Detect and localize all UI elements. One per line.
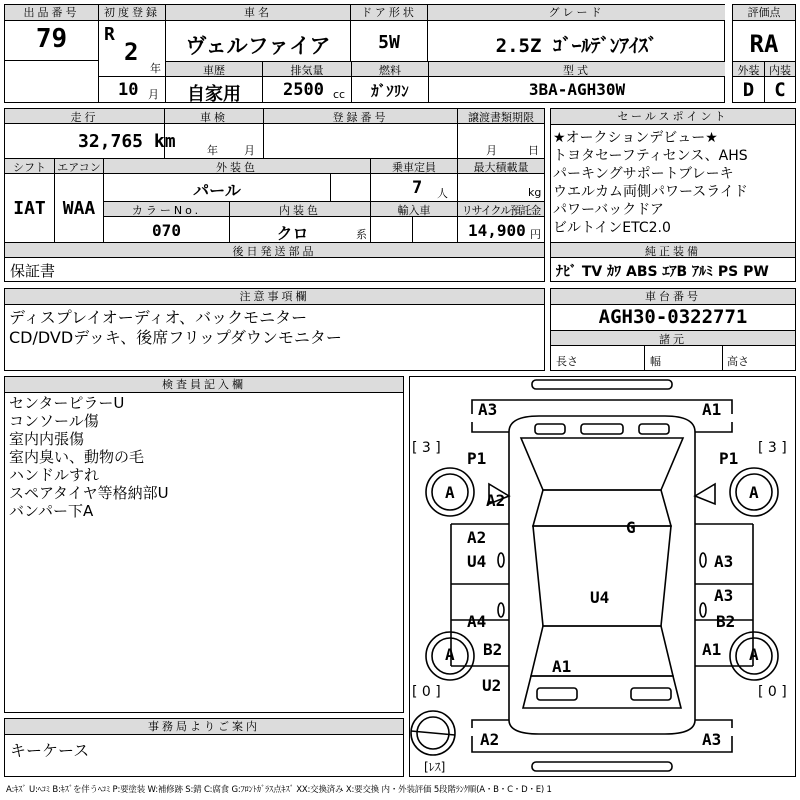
insp-month-unit: 月 [244, 144, 255, 157]
sales-line: ビルトインETC2.0 [553, 220, 671, 236]
damage-mark: G [626, 518, 636, 537]
interior-score: C [774, 79, 786, 101]
damage-mark: P1 [719, 449, 739, 468]
sales-lines [553, 129, 795, 237]
capacity-unit: 人 [437, 187, 448, 200]
damage-mark: P1 [467, 449, 487, 468]
int-color-unit: 系 [356, 228, 367, 241]
shift-label: シフト [13, 161, 46, 174]
recycle-unit: 円 [530, 228, 541, 241]
exterior-score: D [742, 79, 755, 101]
damage-mark: B2 [483, 640, 503, 659]
damage-mark: A1 [702, 400, 722, 419]
sales-line: ★オークションデビュー★ [553, 130, 718, 146]
mileage: 32,765 km [78, 131, 176, 152]
damage-mark: A [749, 483, 759, 502]
ext-color: パール [193, 181, 241, 200]
damage-mark: A3 [702, 730, 722, 749]
transfer-day-unit: 日 [528, 144, 539, 157]
sales-line: ウエルカム両側パワースライド [553, 184, 748, 200]
fuel: ｶﾞｿﾘﾝ [371, 82, 409, 100]
car-name-header: 車名 [166, 5, 350, 21]
damage-mark: A3 [714, 586, 734, 605]
score-header: 評価点 [733, 5, 795, 21]
notes-header: 注意事項欄 [5, 289, 544, 305]
shift: IAT [13, 198, 46, 219]
transfer-label: 譲渡書類期限 [468, 111, 534, 124]
sales-header: セールスポイント [551, 109, 795, 125]
inspector-line: コンソール傷 [9, 412, 99, 430]
score: RA [749, 30, 779, 58]
displacement-unit: cc [333, 88, 346, 101]
era: R [104, 24, 115, 45]
history: 自家用 [187, 84, 241, 105]
max-load-label: 最大積載量 [473, 161, 529, 174]
tread-front-right: [ 3 ] [758, 440, 787, 456]
capacity: 7 [412, 178, 423, 198]
int-color-label: 内装色 [279, 204, 321, 217]
sales-line: パーキングサポートブレーキ [553, 166, 734, 182]
inspector-line: スペアタイヤ等格納部U [9, 484, 169, 502]
later-parts: 保証書 [10, 262, 56, 280]
reg-month: 10 [118, 80, 139, 100]
ac-label: エアコン [57, 161, 101, 174]
damage-mark: A [749, 645, 759, 664]
import-label: 輸入車 [397, 204, 431, 217]
damage-mark: A2 [486, 491, 506, 510]
month-unit: 月 [148, 88, 159, 101]
door-type: 5W [378, 32, 400, 53]
tread-rear-right: [ 0 ] [758, 684, 787, 700]
first-reg-header: 初度登録 [99, 5, 165, 21]
damage-mark: A3 [714, 552, 734, 571]
grade: 2.5Z ｺﾞｰﾙﾃﾞﾝｱｲｽﾞ [495, 35, 658, 57]
fuel-label: 燃料 [379, 64, 401, 77]
ext-color-label: 外装色 [216, 161, 258, 174]
inspector-line: バンパー下A [9, 502, 94, 520]
recycle-label: リサイクル預託金 [461, 204, 541, 217]
history-label: 車歴 [203, 64, 225, 77]
height-label: 高さ [727, 355, 749, 368]
spare-tire-label: [ﾚｽ] [424, 760, 446, 774]
displacement-label: 排気量 [290, 64, 324, 77]
grade-header: グレード [428, 5, 725, 21]
notes-lines [9, 308, 342, 348]
insp-year-unit: 年 [207, 144, 218, 157]
damage-mark: A1 [552, 657, 572, 676]
width-label: 幅 [650, 355, 661, 368]
color-no-label: カラーNo. [131, 204, 202, 217]
interior-label: 内装 [769, 64, 791, 77]
office-header: 事務局よりご案内 [5, 719, 403, 735]
sales-line: パワーバックドア [553, 202, 664, 218]
capacity-label: 乗車定員 [392, 161, 436, 174]
displacement: 2500 [283, 80, 324, 100]
note-line: CD/DVDデッキ、後席フリップダウンモニター [9, 328, 342, 347]
reg-year: 2 [124, 38, 139, 66]
office-note: キーケース [10, 741, 90, 760]
damage-mark: U2 [482, 676, 502, 695]
mileage-label: 走行 [70, 111, 99, 124]
lot-number: 79 [35, 24, 68, 54]
sales-line: トヨタセーフティセンス、AHS [553, 148, 748, 164]
car-outline [409, 376, 796, 777]
length-label: 長さ [556, 355, 578, 368]
damage-mark: A [445, 483, 455, 502]
inspection-label: 車検 [200, 111, 228, 124]
equipment: ﾅﾋﾞ TV ｶﾜ ABS ｴｱB ｱﾙﾐ PS PW [556, 264, 769, 280]
int-color: クロ [276, 224, 309, 243]
damage-mark: A2 [467, 528, 487, 547]
damage-mark: A1 [702, 640, 722, 659]
damage-mark: A2 [480, 730, 500, 749]
later-parts-label: 後日発送部品 [232, 245, 317, 258]
tread-front-left: [ 3 ] [412, 440, 441, 456]
exterior-label: 外装 [737, 64, 760, 77]
model: 3BA-AGH30W [528, 80, 626, 99]
damage-mark: A4 [467, 612, 487, 631]
inspector-lines [9, 394, 169, 520]
equip-label: 純正装備 [645, 245, 701, 258]
inspector-line: 室内臭い、動物の毛 [9, 448, 145, 466]
inspector-header: 検査員記入欄 [5, 377, 403, 393]
inspector-line: センターピラーU [9, 394, 125, 412]
model-label: 型式 [563, 64, 591, 77]
transfer-month-unit: 月 [486, 144, 497, 157]
chassis-number: AGH30-0322771 [598, 306, 748, 328]
damage-mark: U4 [467, 552, 487, 571]
chassis-header: 車台番号 [551, 289, 795, 305]
year-unit: 年 [150, 62, 161, 75]
car-name: ヴェルファイア [185, 34, 331, 58]
inspector-line: 室内内張傷 [9, 430, 85, 448]
recycle-fee: 14,900 [468, 221, 526, 240]
damage-mark: B2 [716, 612, 736, 631]
tread-rear-left: [ 0 ] [412, 684, 441, 700]
max-load-unit: kg [528, 186, 542, 199]
damage-mark: A3 [478, 400, 498, 419]
legend: A:ｷｽﾞ U:ﾍｺﾐ B:ｷｽﾞを伴うﾍｺﾐ P:要塗装 W:補修跡 S:錆 C:腐食 G:ﾌﾛﾝﾄｶﾞﾗｽ点ｷｽﾞ XX:交換済み X:要交換 内・外装評価 5段階ﾗﾝｸ順(A・B・C・D・E) 1 [6, 785, 552, 795]
ac: WAA [62, 198, 96, 219]
damage-mark: U4 [590, 588, 610, 607]
inspector-line: ハンドルすれ [9, 466, 100, 484]
door-header: ドア形状 [351, 5, 427, 21]
dims-label: 諸元 [659, 333, 687, 346]
color-no: 070 [152, 221, 181, 240]
lot-no-header: 出品番号 [5, 5, 98, 21]
note-line: ディスプレイオーディオ、バックモニター [9, 308, 308, 327]
damage-mark: A [445, 645, 455, 664]
reg-no-label: 登録番号 [332, 111, 389, 124]
